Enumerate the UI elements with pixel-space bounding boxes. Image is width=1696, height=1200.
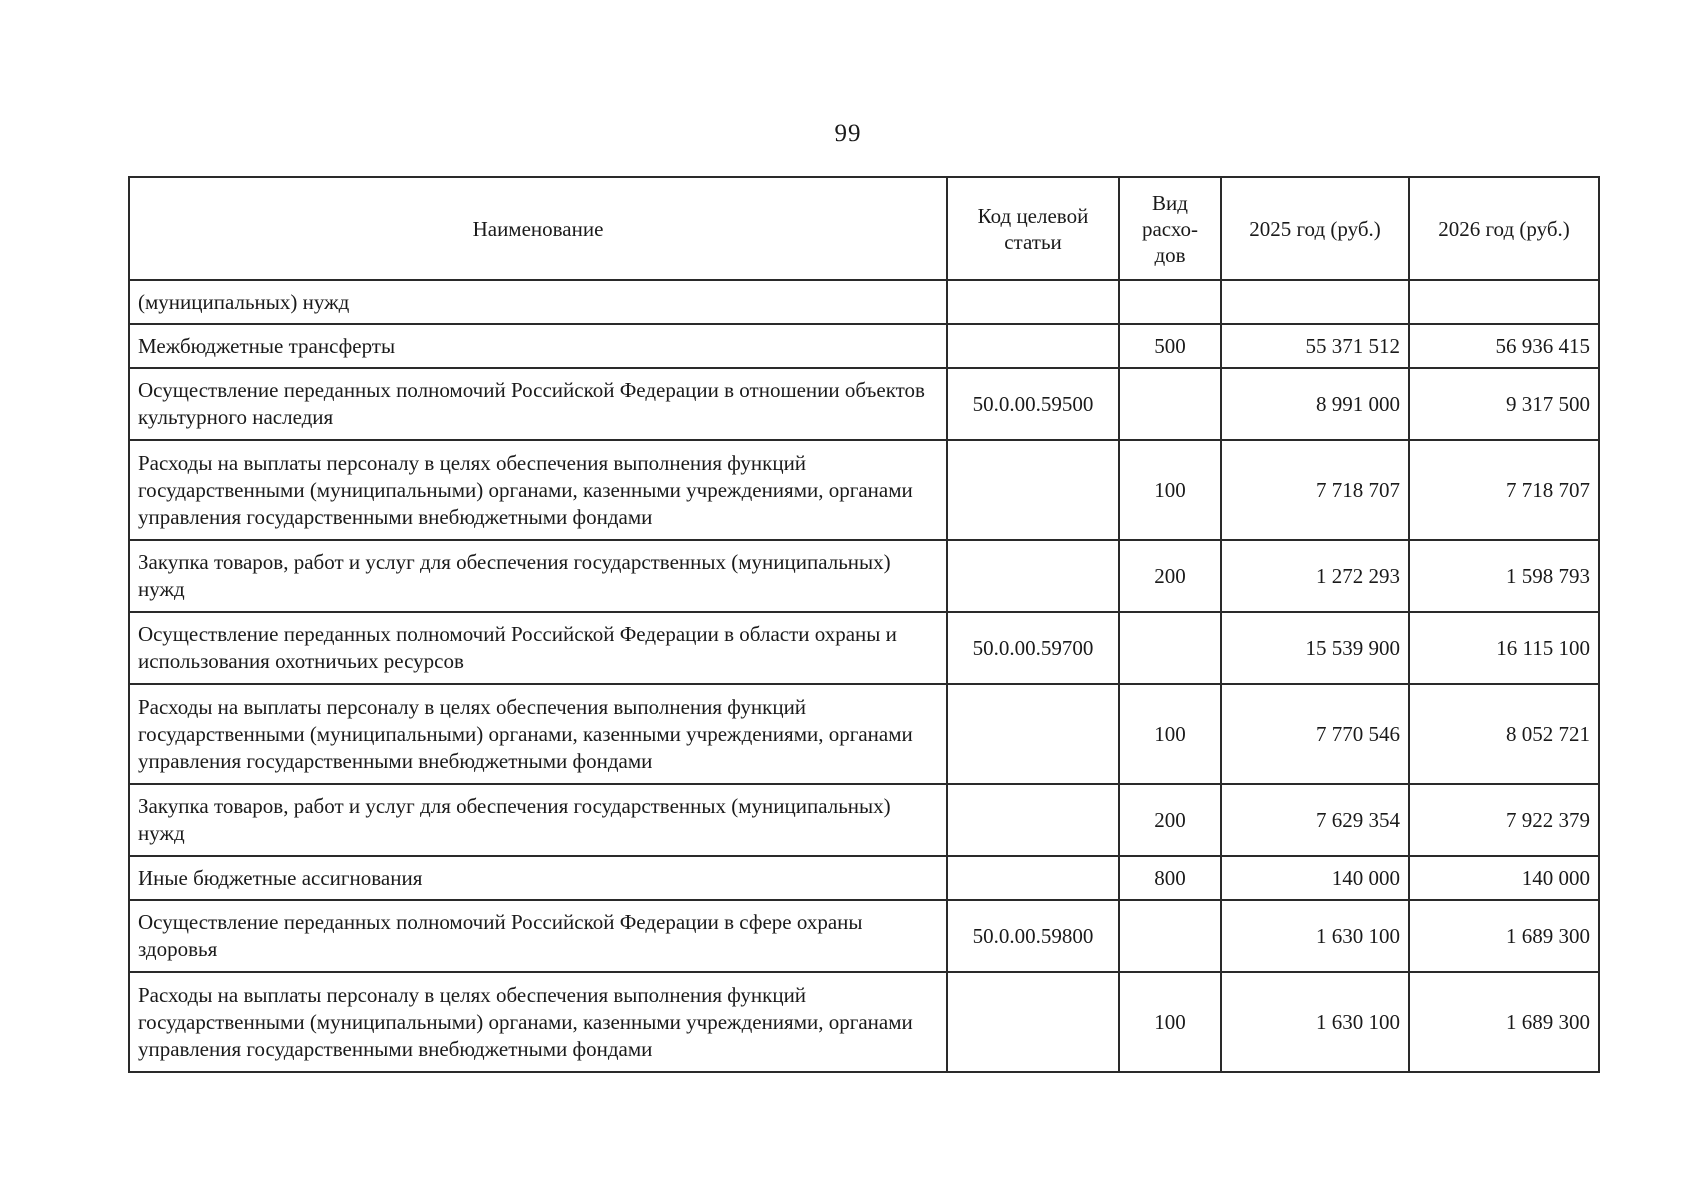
table-row [129, 684, 1599, 784]
row-code [947, 280, 1119, 324]
row-kind [1119, 368, 1221, 440]
row-kind: 800 [1119, 856, 1221, 900]
table-row [129, 440, 1599, 540]
table-row [129, 368, 1599, 440]
row-name: Расходы на выплаты персоналу в целях обеспечения выполнения функций государственными (муниципальными) органами, казенными учреждениями, органами управления государственными внебюджетными фондами [129, 440, 947, 540]
table-row [129, 900, 1599, 972]
row-2025: 1 630 100 [1221, 900, 1409, 972]
row-2026: 1 598 793 [1409, 540, 1599, 612]
table-row [129, 612, 1599, 684]
table-row [129, 324, 1599, 368]
row-2025: 7 629 354 [1221, 784, 1409, 856]
row-code: 50.0.00.59800 [947, 900, 1119, 972]
row-2025: 8 991 000 [1221, 368, 1409, 440]
row-2026: 8 052 721 [1409, 684, 1599, 784]
row-code: 50.0.00.59700 [947, 612, 1119, 684]
row-2026: 140 000 [1409, 856, 1599, 900]
row-2026: 7 922 379 [1409, 784, 1599, 856]
row-code [947, 972, 1119, 1072]
row-kind [1119, 900, 1221, 972]
row-code [947, 684, 1119, 784]
row-2026: 9 317 500 [1409, 368, 1599, 440]
row-kind: 100 [1119, 440, 1221, 540]
row-2025 [1221, 280, 1409, 324]
header-code: Код целевой статьи [947, 177, 1119, 280]
row-name: Закупка товаров, работ и услуг для обеспечения государственных (муниципальных) нужд [129, 540, 947, 612]
table-header-row [129, 177, 1599, 280]
row-2025: 55 371 512 [1221, 324, 1409, 368]
table-row [129, 784, 1599, 856]
row-name: Осуществление переданных полномочий Российской Федерации в области охраны и использования охотничьих ресурсов [129, 612, 947, 684]
row-code: 50.0.00.59500 [947, 368, 1119, 440]
row-name: Расходы на выплаты персоналу в целях обеспечения выполнения функций государственными (муниципальными) органами, казенными учреждениями, органами управления государственными внебюджетными фондами [129, 684, 947, 784]
row-name: Осуществление переданных полномочий Российской Федерации в сфере охраны здоровья [129, 900, 947, 972]
row-2025: 1 630 100 [1221, 972, 1409, 1072]
row-kind: 200 [1119, 540, 1221, 612]
row-2025: 7 770 546 [1221, 684, 1409, 784]
row-code [947, 324, 1119, 368]
row-2026: 1 689 300 [1409, 900, 1599, 972]
row-2026: 16 115 100 [1409, 612, 1599, 684]
row-kind [1119, 280, 1221, 324]
header-2026: 2026 год (руб.) [1409, 177, 1599, 280]
row-kind: 100 [1119, 972, 1221, 1072]
row-kind: 100 [1119, 684, 1221, 784]
budget-table [128, 176, 1600, 1073]
header-name: Наименование [129, 177, 947, 280]
row-2025: 7 718 707 [1221, 440, 1409, 540]
row-2025: 1 272 293 [1221, 540, 1409, 612]
row-name: Осуществление переданных полномочий Российской Федерации в отношении объектов культурного наследия [129, 368, 947, 440]
row-name: Иные бюджетные ассигнования [129, 856, 947, 900]
table-row [129, 280, 1599, 324]
row-2025: 15 539 900 [1221, 612, 1409, 684]
row-name: Расходы на выплаты персоналу в целях обеспечения выполнения функций государственными (муниципальными) органами, казенными учреждениями, органами управления государственными внебюджетными фондами [129, 972, 947, 1072]
row-2025: 140 000 [1221, 856, 1409, 900]
row-2026: 1 689 300 [1409, 972, 1599, 1072]
row-code [947, 856, 1119, 900]
row-kind: 200 [1119, 784, 1221, 856]
row-kind: 500 [1119, 324, 1221, 368]
row-name: Закупка товаров, работ и услуг для обеспечения государственных (муниципальных) нужд [129, 784, 947, 856]
row-2026: 7 718 707 [1409, 440, 1599, 540]
page-number: 99 [834, 120, 862, 147]
table-row [129, 540, 1599, 612]
table-row [129, 972, 1599, 1072]
row-kind [1119, 612, 1221, 684]
row-2026: 56 936 415 [1409, 324, 1599, 368]
row-2026 [1409, 280, 1599, 324]
row-name: Межбюджетные трансферты [129, 324, 947, 368]
table-row [129, 856, 1599, 900]
row-code [947, 440, 1119, 540]
header-2025: 2025 год (руб.) [1221, 177, 1409, 280]
row-code [947, 540, 1119, 612]
row-name: (муниципальных) нужд [129, 280, 947, 324]
row-code [947, 784, 1119, 856]
header-kind: Вид расхо-дов [1119, 177, 1221, 280]
